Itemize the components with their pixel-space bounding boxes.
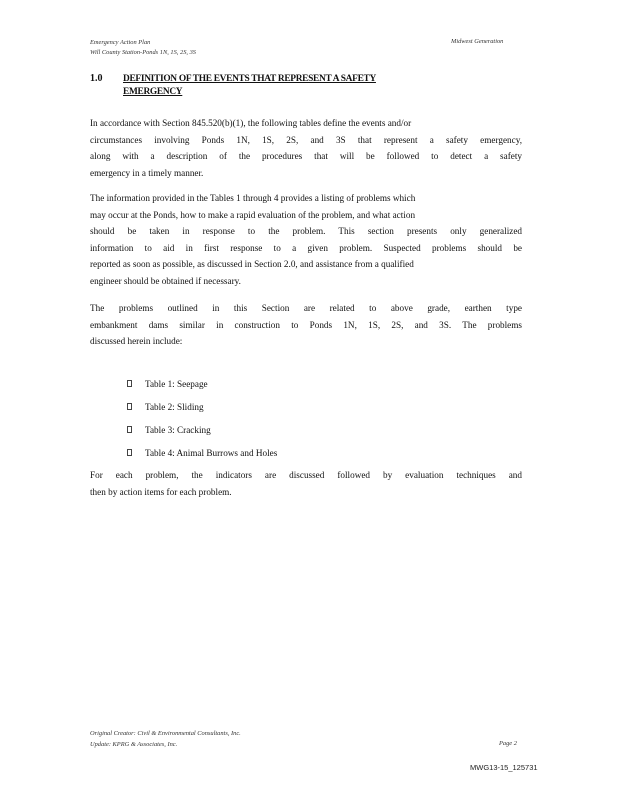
paragraph-line: The problems outlined in this Section are related to above grade, earthen type <box>90 303 522 313</box>
page-number: Page 2 <box>499 740 517 747</box>
paragraph-3 <box>90 300 522 350</box>
paragraph-line: embankment dams similar in construction to Ponds 1N, 1S, 2S, and 3S. The problems <box>90 319 522 330</box>
paragraph-line: In accordance with Section 845.520(b)(1), the following tables define the events and/or <box>90 118 412 128</box>
list-item-label: Table 3: Cracking <box>145 424 211 435</box>
paragraph-2 <box>90 190 522 289</box>
header-company-name: Midwest Generation <box>451 38 504 45</box>
list-item <box>127 372 277 395</box>
header-plan-title: Emergency Action Plan <box>90 39 151 46</box>
paragraph-line: information to aid in first response to a given problem. Suspected problems should be <box>90 242 522 253</box>
document-id: MWG13-15_125731 <box>470 763 538 772</box>
paragraph-line: discussed herein include: <box>90 336 183 346</box>
running-footer-left <box>90 728 241 750</box>
problem-list <box>127 372 277 464</box>
bullet-box-icon <box>127 426 132 433</box>
bullet-box-icon <box>127 380 132 387</box>
paragraph-line: may occur at the Ponds, how to make a rapid evaluation of the problem, and what action <box>90 209 416 220</box>
list-item <box>127 395 277 418</box>
paragraph-line: along with a description of the procedures that will be followed to detect a safety <box>90 151 522 161</box>
bullet-box-icon <box>127 403 132 410</box>
list-item-label: Table 4: Animal Burrows and Holes <box>145 447 278 458</box>
paragraph-1 <box>90 115 522 181</box>
paragraph-line: emergency in a timely manner. <box>90 167 204 178</box>
paragraph-line: The information provided in the Tables 1 through 4 provides a listing of problems which <box>90 193 416 203</box>
paragraph-line: circumstances involving Ponds 1N, 1S, 2S, and 3S that represent a safety emergency, <box>90 134 522 145</box>
paragraph-line: reported as soon as possible, as discussed in Section 2.0, and assistance from a qualified <box>90 259 414 269</box>
section-title <box>123 73 473 99</box>
header-station-name: Will County Station-Ponds 1N, 1S, 2S, 3S <box>90 49 196 56</box>
paragraph-line: then by action items for each problem. <box>90 486 232 497</box>
paragraph-4 <box>90 467 522 500</box>
list-item-label: Table 1: Seepage <box>145 378 208 389</box>
footer-update-credit: Update: KPRG & Associates, Inc. <box>90 741 178 748</box>
running-header-left <box>90 38 196 58</box>
section-title-line-1: DEFINITION OF THE EVENTS THAT REPRESENT A SAFETY <box>123 74 376 84</box>
paragraph-line: engineer should be obtained if necessary. <box>90 275 241 286</box>
list-item-label: Table 2: Sliding <box>145 401 204 412</box>
footer-original-creator: Original Creator: Civil & Environmental Consultants, Inc. <box>90 730 241 737</box>
list-item <box>127 441 277 464</box>
paragraph-line: should be taken in response to the problem. This section presents only generalized <box>90 226 522 236</box>
section-number: 1.0 <box>90 73 103 84</box>
bullet-box-icon <box>127 449 132 456</box>
paragraph-line: For each problem, the indicators are discussed followed by evaluation techniques and <box>90 470 522 480</box>
list-item <box>127 418 277 441</box>
section-title-line-2: EMERGENCY <box>123 87 183 97</box>
